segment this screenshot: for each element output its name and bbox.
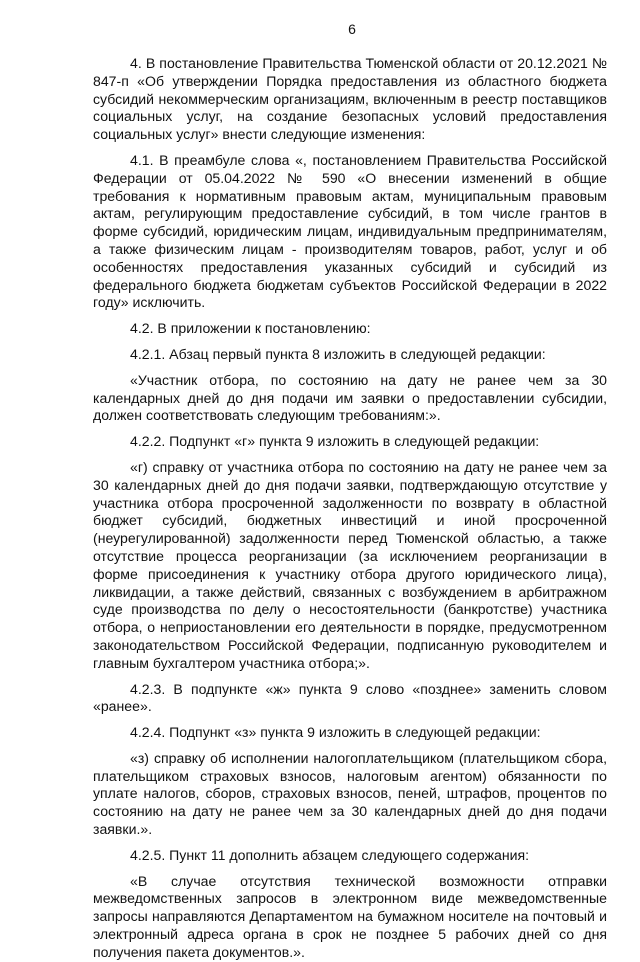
paragraph-quote-z: «з) справку об исполнении налогоплательщиком (плательщиком сбора, плательщиком страховых взносов, налоговым агентом) обязанности по уплате налогов, сборов, страховых взносов, пеней, штрафов, процентов по состоянию на дату не ранее чем за 30 календарных дней до дня подачи заявки.».: [93, 749, 607, 838]
page-number: 6: [348, 21, 356, 37]
paragraph-quote-8: «Участник отбора, по состоянию на дату не ранее чем за 30 календарных дней до дня подачи им заявки о предоставлении субсидии, должен соответствовать следующим требованиям:».: [93, 371, 607, 424]
paragraph-4-2-4: 4.2.4. Подпункт «з» пункта 9 изложить в следующей редакции:: [130, 724, 541, 741]
paragraph-quote-g: «г) справку от участника отбора по состоянию на дату не ранее чем за 30 календарных дней до дня подачи заявки, подтверждающую отсутствие у участника отбора просроченной задолженности по возврату в областной бюджет субсидий, бюджетных инвестиций и иной просроченной (неурегулированной) задолженности перед Тюменской областью, а также отсутствие процесса реорганизации (за исключением реорганизации в форме присоединения к участнику отбора другого юридического лица), ликвидации, а также действий, связанных с возбуждением в арбитражном суде производства по делу о несостоятельности (банкротстве) участника отбора, о неприостановлении его деятельности в порядке, предусмотренном законодательством Российской Федерации, подписанную руководителем и главным бухгалтером участника отбора;».: [93, 458, 607, 671]
paragraph-4-1: 4.1. В преамбуле слова «, постановлением Правительства Российской Федерации от 05.04.2022 № 590 «О внесении изменений в общие требования к нормативным правовым актам, муниципальным правовым актам, регулирующим предоставление субсидий, в том числе грантов в форме субсидий, юридическим лицам, индивидуальным предпринимателям, а также физическим лицам - производителям товаров, работ, услуг и об особенностях предоставления указанных субсидий и субсидий из федерального бюджета бюджетам субъектов Российской Федерации в 2022 году» исключить.: [93, 151, 607, 311]
paragraph-4-2-5: 4.2.5. Пункт 11 дополнить абзацем следующего содержания:: [130, 846, 530, 863]
paragraph-4-2: 4.2. В приложении к постановлению:: [130, 320, 371, 337]
paragraph-4-2-1: 4.2.1. Абзац первый пункта 8 изложить в следующей редакции:: [130, 345, 546, 362]
paragraph-4: 4. В постановление Правительства Тюменской области от 20.12.2021 № 847-п «Об утверждении Порядка предоставления из областного бюджета субсидий некоммерческим организациям, включенным в реестр поставщиков социальных услуг, на создание безопасных условий предоставления социальных услуг» внести следующие изменения:: [93, 55, 607, 143]
paragraph-quote-11: «В случае отсутствия технической возможности отправки межведомственных запросов в электронном виде межведомственные запросы направляются Департаментом на бумажном носителе на почтовый и электронный адреса органа в срок не позднее 5 рабочих дней со дня получения пакета документов.».: [93, 872, 607, 960]
paragraph-4-2-2: 4.2.2. Подпункт «г» пункта 9 изложить в следующей редакции:: [130, 433, 540, 450]
paragraph-4-2-3: 4.2.3. В подпункте «ж» пункта 9 слово «позднее» заменить словом «ранее».: [93, 680, 607, 715]
